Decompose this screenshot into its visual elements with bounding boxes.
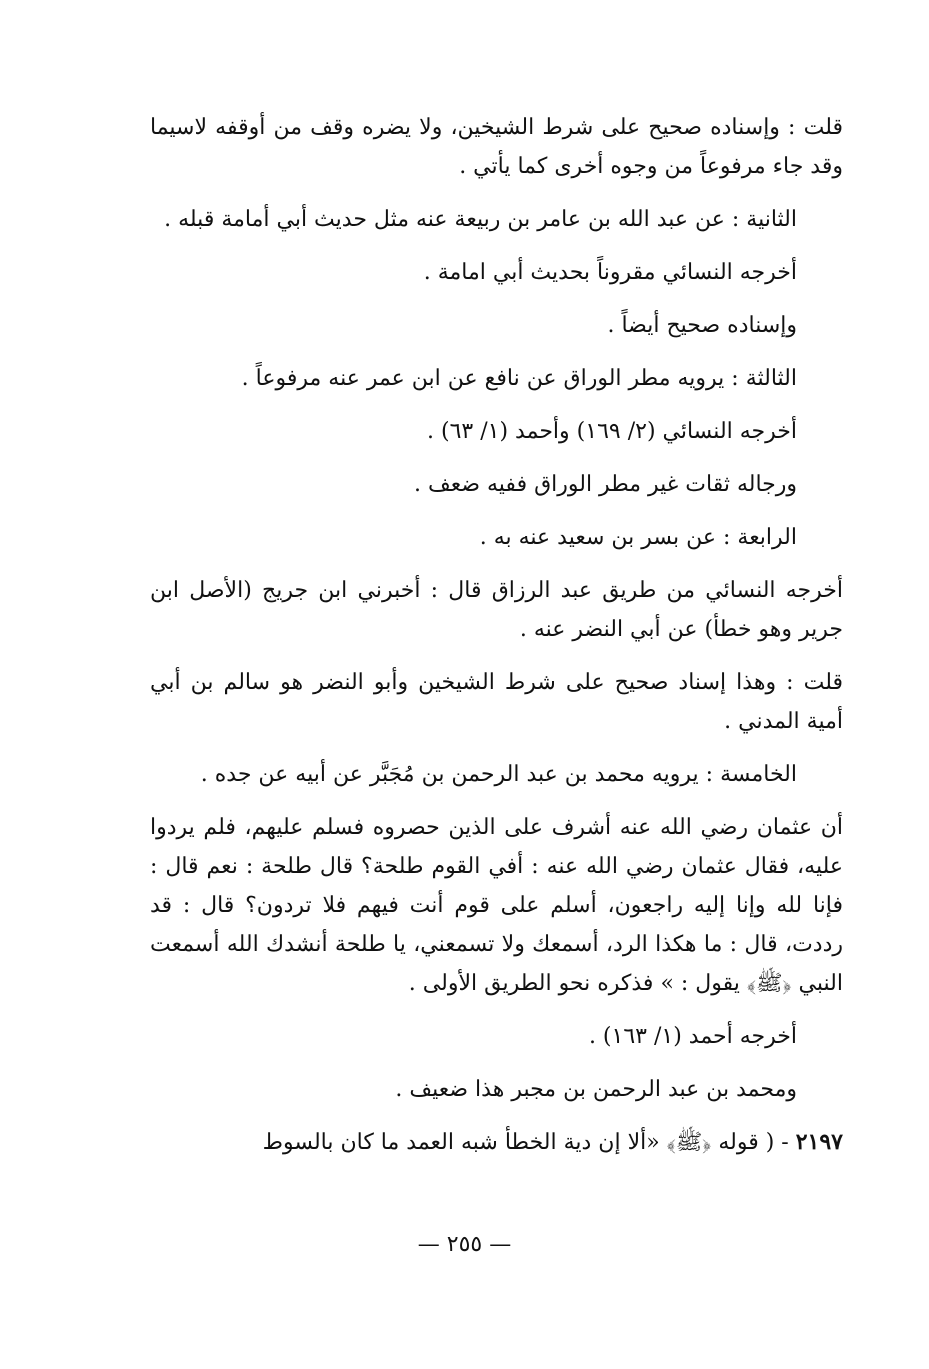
paragraph-13: أخرجه أحمد (١/ ١٦٣) .	[588, 1024, 797, 1049]
paragraph-14: ومحمد بن عبد الرحمن بن مجبر هذا ضعيف .	[395, 1077, 797, 1102]
paragraph-10: قلت : وهذا إسناد صحيح على شرط الشيخين وأبو النضر هو سالم بن أبي أمية المدني .	[150, 670, 843, 734]
paragraph-3: أخرجه النسائي مقروناً بحديث أبي امامة .	[423, 260, 797, 285]
paragraph-7: ورجاله ثقات غير مطر الوراق ففيه ضعف .	[413, 472, 797, 497]
paragraph-1: قلت : وإسناده صحيح على شرط الشيخين، ولا يضره وقف من أوقفه لاسيما وقد جاء مرفوعاً من وجوه أخرى كما يأتي .	[150, 115, 843, 179]
hadith-text: - ( قوله ﴿ﷺ﴾ «ألا إن دية الخطأ شبه العمد ما كان بالسوط	[262, 1130, 789, 1155]
paragraph-6: أخرجه النسائي (٢/ ١٦٩) وأحمد (١/ ٦٣) .	[427, 419, 797, 444]
paragraph-5: الثالثة : يرويه مطر الوراق عن نافع عن ابن عمر عنه مرفوعاً .	[241, 366, 797, 391]
paragraph-8: الرابعة : عن بسر بن سعيد عنه به .	[479, 525, 797, 550]
paragraph-9: أخرجه النسائي من طريق عبد الرزاق قال : أخبرني ابن جريج (الأصل ابن جرير وهو خطأ) عن أبي النضر عنه .	[150, 578, 843, 642]
page-body	[150, 108, 843, 1176]
paragraph-11: الخامسة : يرويه محمد بن عبد الرحمن بن مُجَبَّر عن أبيه عن جده .	[200, 762, 797, 787]
paragraph-4: وإسناده صحيح أيضاً .	[607, 313, 797, 338]
paragraph-2: الثانية : عن عبد الله بن عامر بن ربيعة عنه مثل حديث أبي أمامة قبله .	[164, 207, 797, 232]
paragraph-12: أن عثمان رضي الله عنه أشرف على الذين حصروه فسلم عليهم، فلم يردوا عليه، فقال عثمان رضي الله عنه : أفي القوم طلحة؟ قال طلحة : نعم قال : فإنا لله وإنا إليه راجعون، أسلم على قوم أنت فيهم فلا تردون؟ قال : قد رددت، قال : ما هكذا الرد، أسمعك ولا تسمعني، يا طلحة أنشدك الله أسمعت النبي ﴿ﷺ﴾ يقول : » فذكره نحو الطريق الأولى .	[150, 815, 843, 996]
page-number: — ٢٥٥ —	[417, 1232, 512, 1257]
hadith-heading	[150, 1123, 843, 1162]
hadith-number: ٢١٩٧	[795, 1129, 843, 1155]
